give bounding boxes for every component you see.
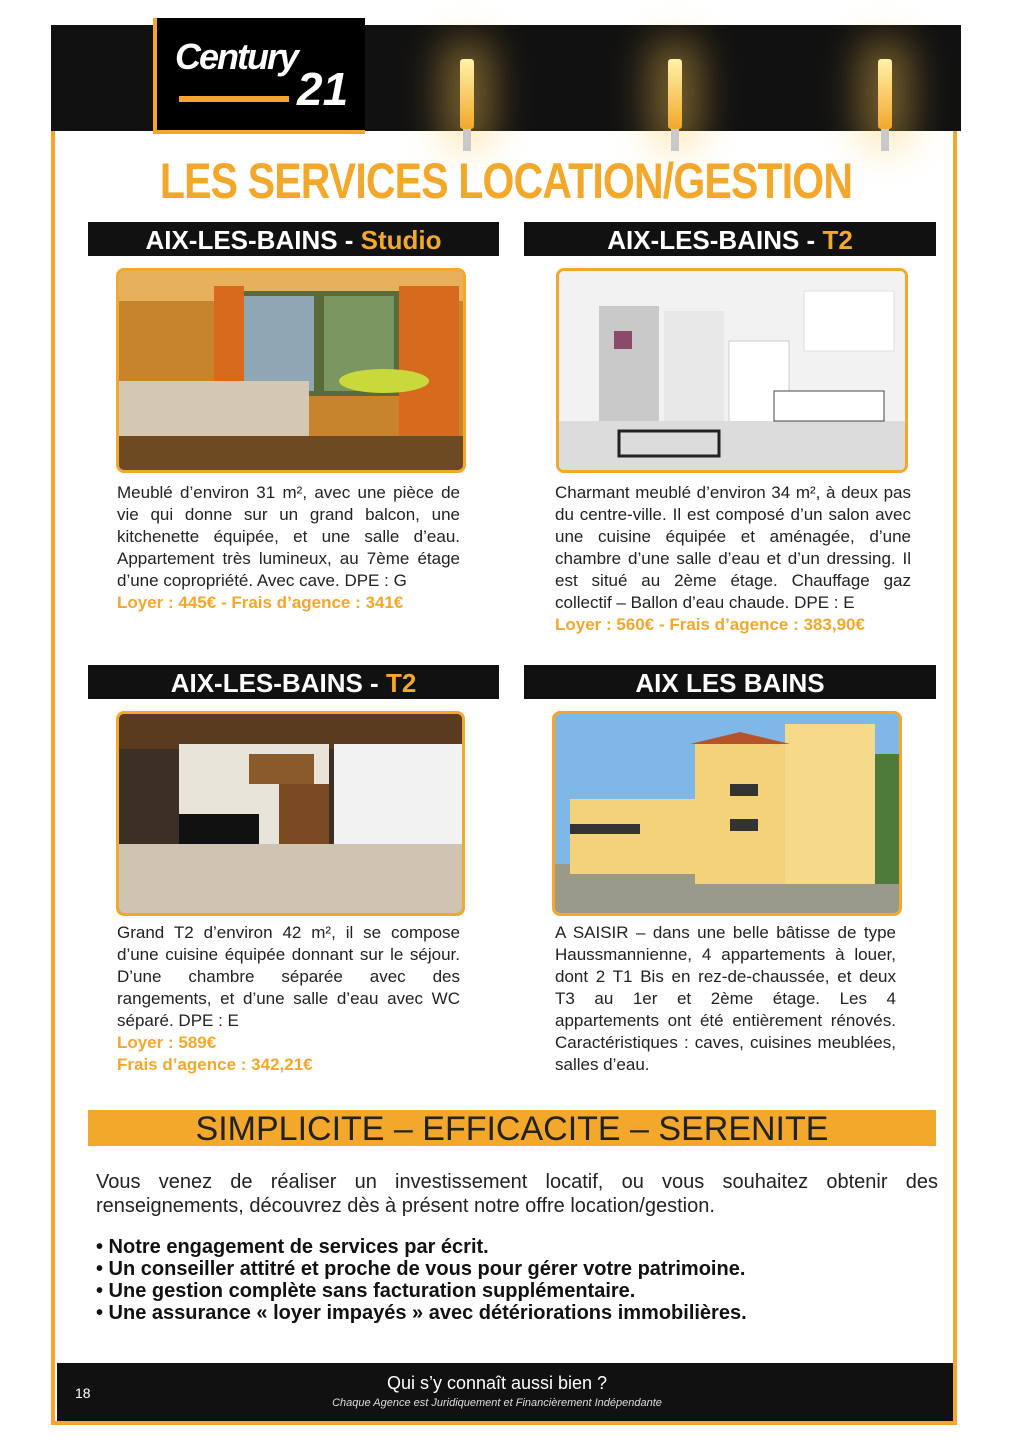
century21-logo (153, 18, 365, 134)
listing-photo (116, 711, 465, 916)
logo-text: Century (175, 36, 298, 77)
service-item: • Notre engagement de services par écrit. (96, 1236, 489, 1258)
service-item: • Une assurance « loyer impayés » avec détériorations immobilières. (96, 1302, 747, 1324)
kitchen-photo (119, 714, 462, 913)
listing-type: Studio (360, 225, 442, 255)
listing-text: Charmant meublé d’environ 34 m², à deux pas du centre-ville. Il est composé d’un salon avec une cuisine équipée et aménagée, d’une chambre d’une salle d’eau et d’un dressing. Il est situé au 2ème étage. Chauffage gaz collectif – Ballon d’eau chaude. DPE : E (555, 483, 911, 612)
logo-roof-icon (179, 96, 289, 102)
listing-fees: Frais d’agence : 342,21€ (117, 1055, 313, 1074)
listing-photo (116, 268, 466, 473)
listing-text: A SAISIR – dans une belle bâtisse de type Haussmannienne, 4 appartements à louer, dont 2 T1 Bis en rez-de-chaussée, et deux T3 au 1er et 2ème étage. Les 4 appartements ont été entièrement rénovés. Caractéristiques : caves, cuisines meublées, salles d’eau. (555, 923, 896, 1074)
page-title: LES SERVICES LOCATION/GESTION (159, 153, 853, 209)
building-photo (555, 714, 899, 913)
listing-description (117, 922, 460, 1076)
listing-description (117, 482, 460, 614)
bedroom-photo (119, 271, 463, 470)
listing-price: Loyer : 589€ (117, 1033, 217, 1052)
lamp-pole (463, 129, 471, 151)
footer-legal: Chaque Agence est Juridiquement et Financièrement Indépendante (332, 1397, 662, 1409)
logo-number: 21 (297, 63, 349, 115)
listing-city: AIX-LES-BAINS - (607, 225, 823, 255)
lamp-pole (671, 129, 679, 151)
page-number: 18 (75, 1385, 91, 1401)
intro-text: Vous venez de réaliser un investissement locatif, ou vous souhaitez obtenir des renseignements, découvrez dès à présent notre offre location/gestion. (96, 1171, 938, 1217)
listing-price: Loyer : 560€ - Frais d’agence : 383,90€ (555, 615, 865, 634)
listing-description (555, 482, 911, 636)
lamp-icon (668, 59, 682, 129)
listing-text: Grand T2 d’environ 42 m², il se compose d’une cuisine équipée donnant sur le séjour. D’une chambre séparée avec des rangements, et d’une salle d’eau avec WC séparé. DPE : E (117, 923, 460, 1030)
livingroom-photo (559, 271, 905, 470)
listing-header (88, 665, 499, 699)
listing-header (88, 222, 499, 256)
slogan-banner: SIMPLICITE – EFFICACITE – SERENITE (88, 1110, 936, 1146)
listing-photo (552, 711, 902, 916)
listing-photo (556, 268, 908, 473)
listing-city: AIX LES BAINS (635, 668, 825, 698)
listing-type: T2 (385, 668, 417, 698)
listing-text: Meublé d’environ 31 m², avec une pièce de vie qui donne sur un grand balcon, une kitchenette équipée, et une salle d’eau. Appartement très lumineux, au 7ème étage d’une copropriété. Avec cave. DPE : G (117, 483, 460, 590)
listing-city: AIX-LES-BAINS - (145, 225, 361, 255)
service-item: • Une gestion complète sans facturation supplémentaire. (96, 1280, 636, 1302)
listing-type: T2 (822, 225, 853, 255)
footer-bar (57, 1363, 953, 1421)
service-item: • Un conseiller attitré et proche de vous pour gérer votre patrimoine. (96, 1258, 746, 1280)
services-list (96, 1236, 936, 1324)
listing-city: AIX-LES-BAINS - (170, 668, 386, 698)
lamp-icon (878, 59, 892, 129)
lamp-icon (460, 59, 474, 129)
listing-header (524, 222, 936, 256)
footer-tagline: Qui s’y connaît aussi bien ? (386, 1373, 608, 1393)
listing-header (524, 665, 936, 699)
listing-price: Loyer : 445€ - Frais d’agence : 341€ (117, 593, 404, 612)
listing-description (555, 922, 896, 1076)
lamp-pole (881, 129, 889, 151)
